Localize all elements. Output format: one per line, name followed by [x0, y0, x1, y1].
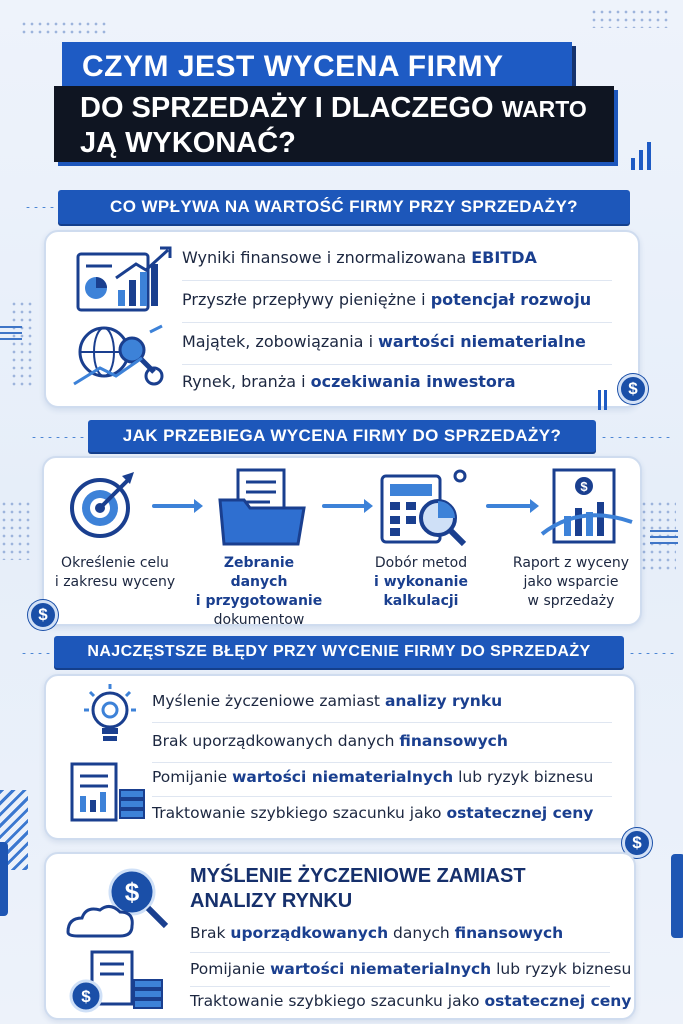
dollar-magnifier-icon	[62, 866, 174, 944]
decor-dotline	[24, 206, 54, 209]
dollar-coin-icon: $	[622, 828, 652, 858]
decor-lines	[598, 390, 610, 410]
title-block	[54, 86, 614, 162]
mistake-item: Traktowanie szybkiego szacunku jako ostatecznej ceny	[152, 804, 594, 822]
process-step-3: Dobór metod i wykonanie kalkulacji	[374, 555, 468, 609]
dollar-coin-icon: $	[618, 374, 648, 404]
value-factor-item: Wyniki finansowe i znormalizowana EBITDA	[182, 248, 537, 267]
decor-dots	[590, 8, 670, 28]
step-arrow-icon	[486, 504, 532, 508]
mistake-item: Pomijanie wartości niematerialnych lub ryzyk biznesu	[152, 768, 594, 786]
mistake-detail-item: Pomijanie wartości niematerialnych lub ryzyk biznesu	[190, 960, 632, 978]
decor-lines	[650, 530, 678, 544]
section-heading-process: JAK PRZEBIEGA WYCENA FIRMY DO SPRZEDAŻY?	[88, 420, 596, 452]
divider	[182, 322, 612, 323]
decor-dots	[20, 20, 110, 38]
lightbulb-icon	[76, 682, 146, 752]
divider	[152, 722, 612, 723]
mistake-item: Myślenie życzeniowe zamiast analizy rynku	[152, 692, 503, 710]
valuation-report-icon	[540, 464, 636, 550]
decor-dotline	[628, 652, 678, 655]
value-factor-item: Rynek, branża i oczekiwania inwestora	[182, 372, 516, 391]
market-analysis-icon	[70, 322, 174, 392]
section-heading-mistakes: NAJCZĘSTSZE BŁĘDY PRZY WYCENIE FIRMY DO SPRZEDAŻY	[54, 636, 624, 668]
target-icon	[68, 468, 138, 544]
bar-chart-icon	[631, 140, 653, 170]
process-card	[42, 456, 642, 626]
svg-text:$: $	[580, 479, 588, 494]
documents-stack-icon	[68, 760, 148, 830]
decor-bar	[0, 842, 8, 916]
divider	[190, 952, 610, 953]
decor-bar	[671, 854, 683, 938]
decor-dots	[10, 300, 36, 390]
step-arrow-icon	[322, 504, 366, 508]
financial-report-icon	[76, 244, 174, 316]
mistake-item: Brak uporządkowanych danych finansowych	[152, 732, 508, 750]
process-step-4: Raport z wyceny jako wsparcie w sprzedaży	[512, 555, 630, 609]
svg-text:$: $	[124, 877, 140, 907]
step-arrow-icon	[152, 504, 196, 508]
value-factor-item: Majątek, zobowiązania i wartości niematerialne	[182, 332, 586, 351]
value-factors-card	[44, 230, 640, 408]
divider	[182, 364, 612, 365]
coins-documents-icon	[68, 950, 168, 1016]
wishful-thinking-card	[44, 852, 636, 1020]
section-heading-value-factors: CO WPŁYWA NA WARTOŚĆ FIRMY PRZY SPRZEDAŻY?	[58, 190, 630, 224]
divider	[190, 986, 610, 987]
decor-lines	[0, 326, 22, 340]
divider	[152, 796, 612, 797]
documents-folder-icon	[216, 468, 308, 546]
wishful-thinking-title: MYŚLENIE ŻYCZENIOWE ZAMIAST ANALIZY RYNKU	[190, 865, 526, 912]
value-factor-item: Przyszłe przepływy pieniężne i potencjał rozwoju	[182, 290, 592, 309]
title-line-2: DO SPRZEDAŻY I DLACZEGO	[80, 92, 494, 124]
title-line-2-end: WARTO	[501, 96, 587, 122]
process-step-1: Określenie celu i zakresu wyceny	[54, 555, 176, 590]
decor-dotline	[600, 436, 670, 439]
divider	[182, 280, 612, 281]
mistake-detail-item: Traktowanie szybkiego szacunku jako ostatecznej ceny	[190, 992, 632, 1010]
mistake-detail-item: Brak uporządkowanych danych finansowych	[190, 924, 564, 942]
process-step-2: Zebranie danych i przygotowanie dokumentow	[195, 555, 323, 628]
mistakes-card	[44, 674, 636, 840]
decor-dots	[0, 500, 30, 560]
svg-text:$: $	[81, 987, 91, 1006]
dollar-coin-icon: $	[28, 600, 58, 630]
title-line-3: JĄ WYKONAĆ?	[80, 127, 296, 159]
divider	[152, 762, 612, 763]
calculator-icon	[378, 466, 470, 550]
title-line-1: CZYM JEST WYCENA FIRMY	[62, 42, 572, 92]
decor-dotline	[30, 436, 90, 439]
